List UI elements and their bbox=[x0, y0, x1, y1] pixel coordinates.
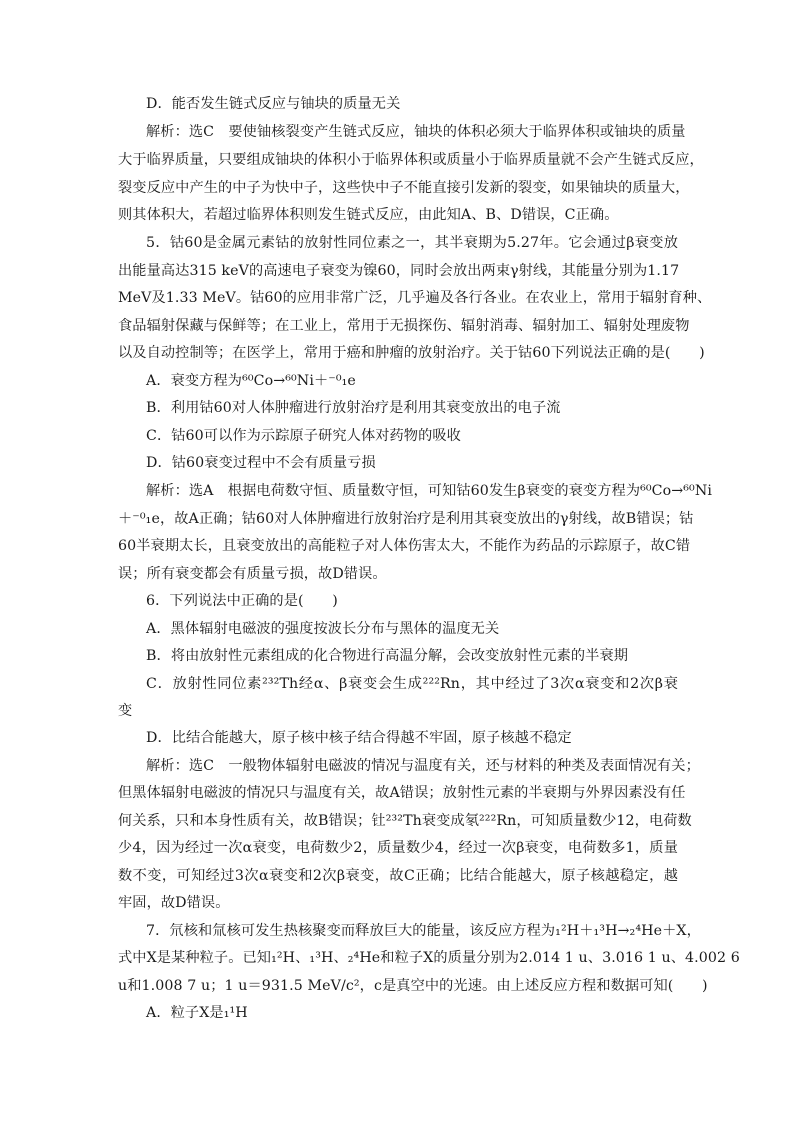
text-line: u和1.008 7 u；1 u＝931.5 MeV/c²，c是真空中的光速。由上述反应方程和数据可知( ) bbox=[118, 978, 708, 994]
text-line: 解析：选C 要使铀核裂变产生链式反应，铀块的体积必须大于临界体积或铀块的质量 bbox=[146, 124, 686, 140]
text-line: D．能否发生链式反应与铀块的质量无关 bbox=[146, 96, 401, 112]
text-line: 解析：选C 一般物体辐射电磁波的情况与温度有关，还与材料的种类及表面情况有关； bbox=[146, 758, 700, 774]
question-7: 7．氘核和氚核可发生热核聚变而释放巨大的能量，该反应方程为₁²H＋₁³H→₂⁴He＋X， bbox=[146, 923, 701, 939]
option-d: D．钴60衰变过程中不会有质量亏损 bbox=[146, 455, 376, 471]
text-line: 何关系，只和本身性质有关，故B错误；钍²³²Th衰变成氡²²²Rn，可知质量数少12，电荷数 bbox=[118, 813, 692, 829]
text-line: 以及自动控制等；在医学上，常用于癌和肿瘤的放射治疗。关于钴60下列说法正确的是( ) bbox=[118, 345, 705, 361]
option-b: B．利用钴60对人体肿瘤进行放射治疗是利用其衰变放出的电子流 bbox=[146, 400, 561, 416]
option-d: D．比结合能越大，原子核中核子结合得越不牢固，原子核越不稳定 bbox=[146, 730, 572, 746]
text-line: 则其体积大，若超过临界体积则发生链式反应，由此知A、B、D错误，C正确。 bbox=[118, 207, 619, 223]
text-line: 少4，因为经过一次α衰变，电荷数少2，质量数少4，经过一次β衰变，电荷数多1，质量 bbox=[118, 840, 678, 856]
text-line: 解析：选A 根据电荷数守恒、质量数守恒，可知钴60发生β衰变的衰变方程为⁶⁰Co→⁶⁰Ni bbox=[146, 483, 712, 499]
text-line: MeV及1.33 MeV。钴60的应用非常广泛，几乎遍及各行各业。在农业上，常用于辐射育种、 bbox=[118, 290, 712, 306]
text-line: 误；所有衰变都会有质量亏损，故D错误。 bbox=[118, 566, 387, 582]
text-line: 大于临界质量，只要组成铀块的体积小于临界体积或质量小于临界质量就不会产生链式反应， bbox=[118, 152, 704, 168]
option-c: C．放射性同位素²³²Th经α、β衰变会生成²²²Rn，其中经过了3次α衰变和2次β衰 bbox=[146, 676, 678, 692]
text-line: ＋⁻⁰₁e，故A正确；钴60对人体肿瘤进行放射治疗是利用其衰变放出的γ射线，故B错误；钴 bbox=[118, 511, 694, 527]
option-a: A．衰变方程为⁶⁰Co→⁶⁰Ni＋⁻⁰₁e bbox=[146, 373, 356, 389]
text-line: 但黑体辐射电磁波的情况只与温度有关，故A错误；放射性元素的半衰期与外界因素没有任 bbox=[118, 785, 686, 801]
text-line: 变 bbox=[118, 703, 133, 719]
text-line: 数不变，可知经过3次α衰变和2次β衰变，故C正确；比结合能越大，原子核越稳定，越 bbox=[118, 868, 678, 884]
option-c: C．钴60可以作为示踪原子研究人体对药物的吸收 bbox=[146, 428, 461, 444]
text-line: 式中X是某种粒子。已知₁²H、₁³H、₂⁴He和粒子X的质量分别为2.014 1 u、3.016 1 u、4.002 6 bbox=[118, 950, 740, 966]
text-line: 出能量高达315 keV的高速电子衰变为镍60，同时会放出两束γ射线，其能量分别为1.17 bbox=[118, 263, 680, 279]
question-6: 6．下列说法中正确的是( ) bbox=[146, 593, 338, 609]
text-line: 5．钴60是金属元素钴的放射性同位素之一，其半衰期为5.27年。它会通过β衰变放 bbox=[146, 235, 678, 251]
text-line: 食品辐射保藏与保鲜等；在工业上，常用于无损探伤、辐射消毒、辐射加工、辐射处理废物 bbox=[118, 318, 690, 334]
text-line: 60半衰期太长，且衰变放出的高能粒子对人体伤害太大，不能作为药品的示踪原子，故C错 bbox=[118, 538, 691, 554]
option-b: B．将由放射性元素组成的化合物进行高温分解，会改变放射性元素的半衰期 bbox=[146, 648, 629, 664]
text-line: 裂变反应中产生的中子为快中子，这些快中子不能直接引发新的裂变，如果铀块的质量大， bbox=[118, 180, 690, 196]
text-line: 牢固，故D错误。 bbox=[118, 895, 230, 911]
option-a: A．黑体辐射电磁波的强度按波长分布与黑体的温度无关 bbox=[146, 621, 500, 637]
option-a: A．粒子X是₁¹H bbox=[146, 1005, 248, 1021]
